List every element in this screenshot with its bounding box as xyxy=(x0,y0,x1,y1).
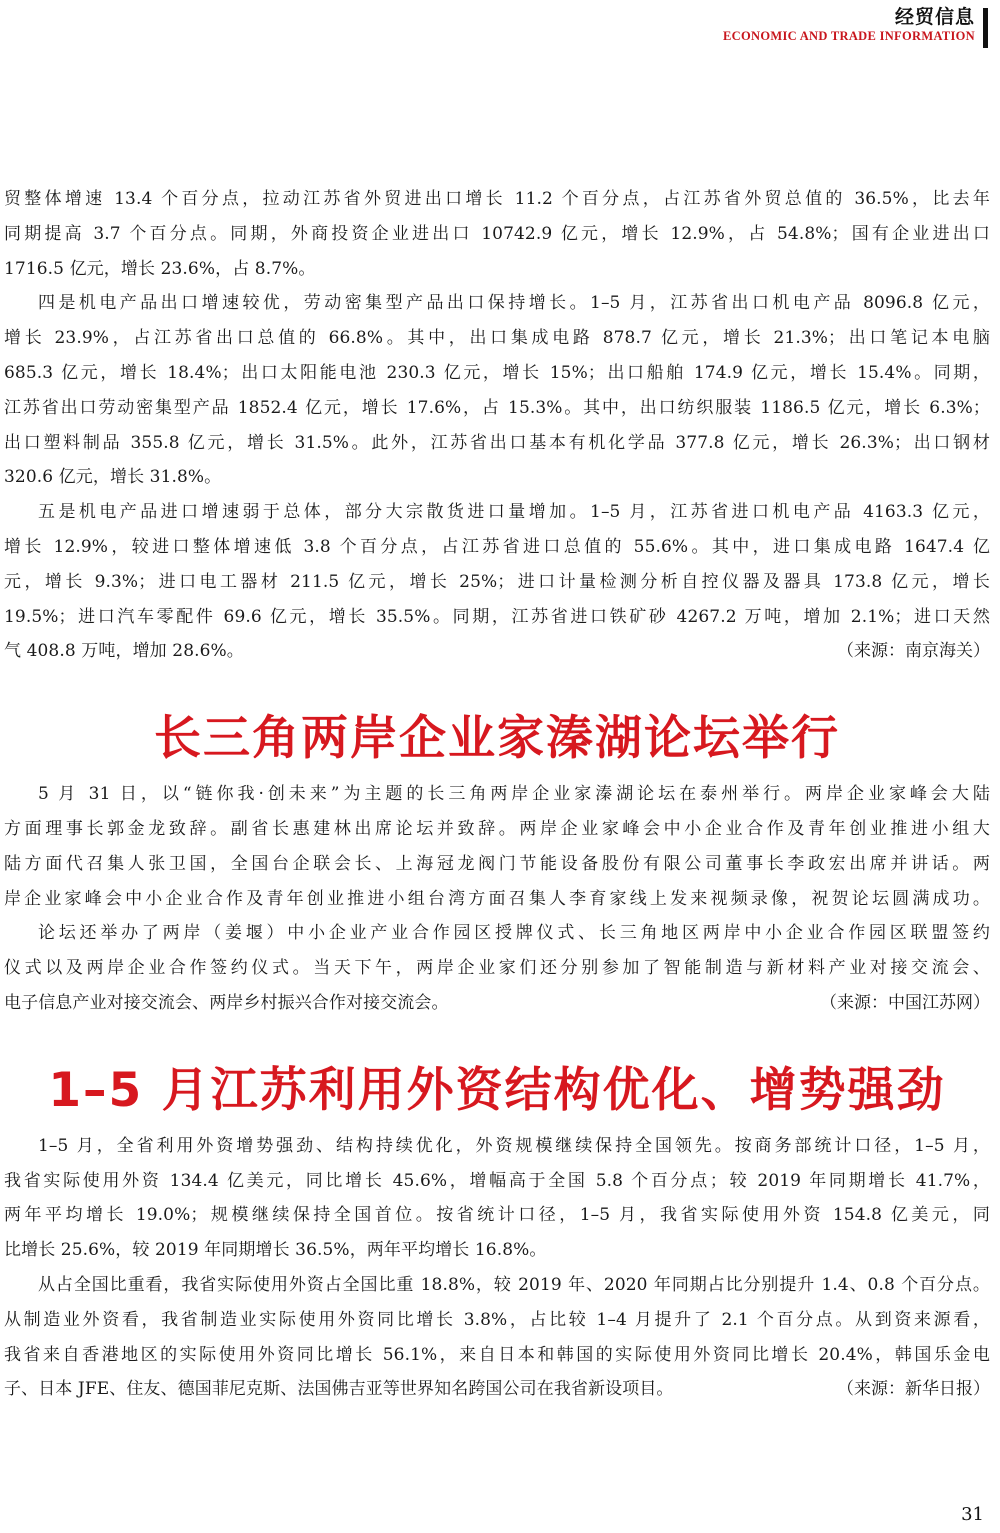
source-line xyxy=(4,1372,990,1407)
text-line: 江苏省出口劳动密集型产品 1852.4 亿元，增长 17.6%，占 15.3%。其中，出口纺织服装 1186.5 亿元，增长 6.3%； xyxy=(4,397,990,418)
article-content xyxy=(4,182,990,1407)
text-line: 元，增长 9.3%；进口电工器材 211.5 亿元，增长 25%；进口计量检测分析自控仪器及器具 173.8 亿元，增长 xyxy=(4,571,990,592)
text-line: 19.5%；进口汽车零配件 69.6 亿元，增长 35.5%。同期，江苏省进口铁矿砂 4267.2 万吨，增加 2.1%；进口天然 xyxy=(4,606,990,627)
text-line: 我省实际使用外资 134.4 亿美元，同比增长 45.6%，增幅高于全国 5.8 个百分点；较 2019 年同期增长 41.7%， xyxy=(4,1170,990,1191)
text-line: 从制造业外资看，我省制造业实际使用外资同比增长 3.8%，占比较 1–4 月提升了 2.1 个百分点。从到资来源看， xyxy=(4,1309,990,1330)
text-line: 685.3 亿元，增长 18.4%；出口太阳能电池 230.3 亿元，增长 15%；出口船舶 174.9 亿元，增长 15.4%。同期， xyxy=(4,362,990,383)
source-line xyxy=(4,634,990,669)
text-line: 比增长 25.6%，较 2019 年同期增长 36.5%，两年平均增长 16.8%。 xyxy=(4,1240,547,1261)
header-title-en: ECONOMIC AND TRADE INFORMATION xyxy=(723,29,975,43)
text-line: 论坛还举办了两岸（姜堰）中小企业产业合作园区授牌仪式、长三角地区两岸中小企业合作园区联盟签约 xyxy=(38,923,990,944)
section-trade-continued xyxy=(4,182,990,669)
text-line: 1716.5 亿元，增长 23.6%，占 8.7%。 xyxy=(4,258,316,279)
text-line: 气 408.8 万吨，增加 28.6%。 xyxy=(4,641,244,662)
page-number: 31 xyxy=(961,1504,984,1525)
header-bar xyxy=(983,8,988,48)
source-line xyxy=(4,986,990,1021)
text-line: 320.6 亿元，增长 31.8%。 xyxy=(4,467,222,488)
text-line: 贸整体增速 13.4 个百分点，拉动江苏省外贸进出口增长 11.2 个百分点，占江苏省外贸总值的 36.5%，比去年 xyxy=(4,189,990,209)
text-line: 5 月 31 日，以“链你我·创未来”为主题的长三角两岸企业家溱湖论坛在泰州举行。两岸企业家峰会大陆 xyxy=(38,784,990,805)
text-line: 四是机电产品出口增速较优，劳动密集型产品出口保持增长。1–5 月，江苏省出口机电产品 8096.8 亿元， xyxy=(38,293,990,314)
text-line: 子、日本 JFE、住友、德国菲尼克斯、法国佛吉亚等世界知名跨国公司在我省新设项目。 xyxy=(4,1379,674,1400)
text-line: 仪式以及两岸企业合作签约仪式。当天下午，两岸企业家们还分别参加了智能制造与新材料产业对接交流会、 xyxy=(4,958,990,979)
text-line: 方面理事长郭金龙致辞。副省长惠建林出席论坛并致辞。两岸企业家峰会中小企业合作及青年创业推进小组大 xyxy=(4,818,990,839)
text-line: 陆方面代召集人张卫国，全国台企联会长、上海冠龙阀门节能设备股份有限公司董事长李政宏出席并讲话。两 xyxy=(4,853,990,874)
text-line: 两年平均增长 19.0%；规模继续保持全国首位。按省统计口径，1–5 月，我省实际使用外资 154.8 亿美元，同 xyxy=(4,1205,990,1226)
source-label: （来源：新华日报） xyxy=(837,1379,990,1400)
header-title-cn: 经贸信息 xyxy=(894,6,975,28)
source-label: （来源：南京海关） xyxy=(837,641,990,662)
text-line: 1–5 月，全省利用外资增势强劲、结构持续优化，外资规模继续保持全国领先。按商务部统计口径，1–5 月， xyxy=(38,1135,990,1156)
text-line: 五是机电产品进口增速弱于总体，部分大宗散货进口量增加。1–5 月，江苏省进口机电产品 4163.3 亿元， xyxy=(38,502,990,523)
text-line: 岸企业家峰会中小企业合作及青年创业推进小组台湾方面召集人李育家线上发来视频录像，祝贺论坛圆满成功。 xyxy=(4,888,990,909)
text-line: 增长 23.9%，占江苏省出口总值的 66.8%。其中，出口集成电路 878.7 亿元，增长 21.3%；出口笔记本电脑 xyxy=(4,328,990,349)
article-title: 长三角两岸企业家溱湖论坛举行 xyxy=(154,711,840,767)
text-line: 出口塑料制品 355.8 亿元，增长 31.5%。此外，江苏省出口基本有机化学品 377.8 亿元，增长 26.3%；出口钢材 xyxy=(4,432,990,453)
section-foreign-investment xyxy=(4,1061,990,1407)
text-line: 同期提高 3.7 个百分点。同期，外商投资企业进出口 10742.9 亿元，增长 12.9%，占 54.8%；国有企业进出口 xyxy=(4,223,990,244)
section-forum xyxy=(4,709,990,1021)
source-label: （来源：中国江苏网） xyxy=(820,992,990,1013)
text-line: 从占全国比重看，我省实际使用外资占全国比重 18.8%，较 2019 年、2020 年同期占比分别提升 1.4、0.8 个百分点。 xyxy=(38,1274,990,1295)
text-line: 增长 12.9%，较进口整体增速低 3.8 个百分点，占江苏省进口总值的 55.6%。其中，进口集成电路 1647.4 亿 xyxy=(4,536,990,557)
article-title: 1–5 月江苏利用外资结构优化、增势强劲 xyxy=(48,1062,946,1118)
page-header xyxy=(723,6,988,50)
header-text xyxy=(723,6,975,44)
text-line: 我省来自香港地区的实际使用外资同比增长 56.1%，来自日本和韩国的实际使用外资同比增长 20.4%，韩国乐金电 xyxy=(4,1344,990,1365)
text-line: 电子信息产业对接交流会、两岸乡村振兴合作对接交流会。 xyxy=(4,992,449,1013)
